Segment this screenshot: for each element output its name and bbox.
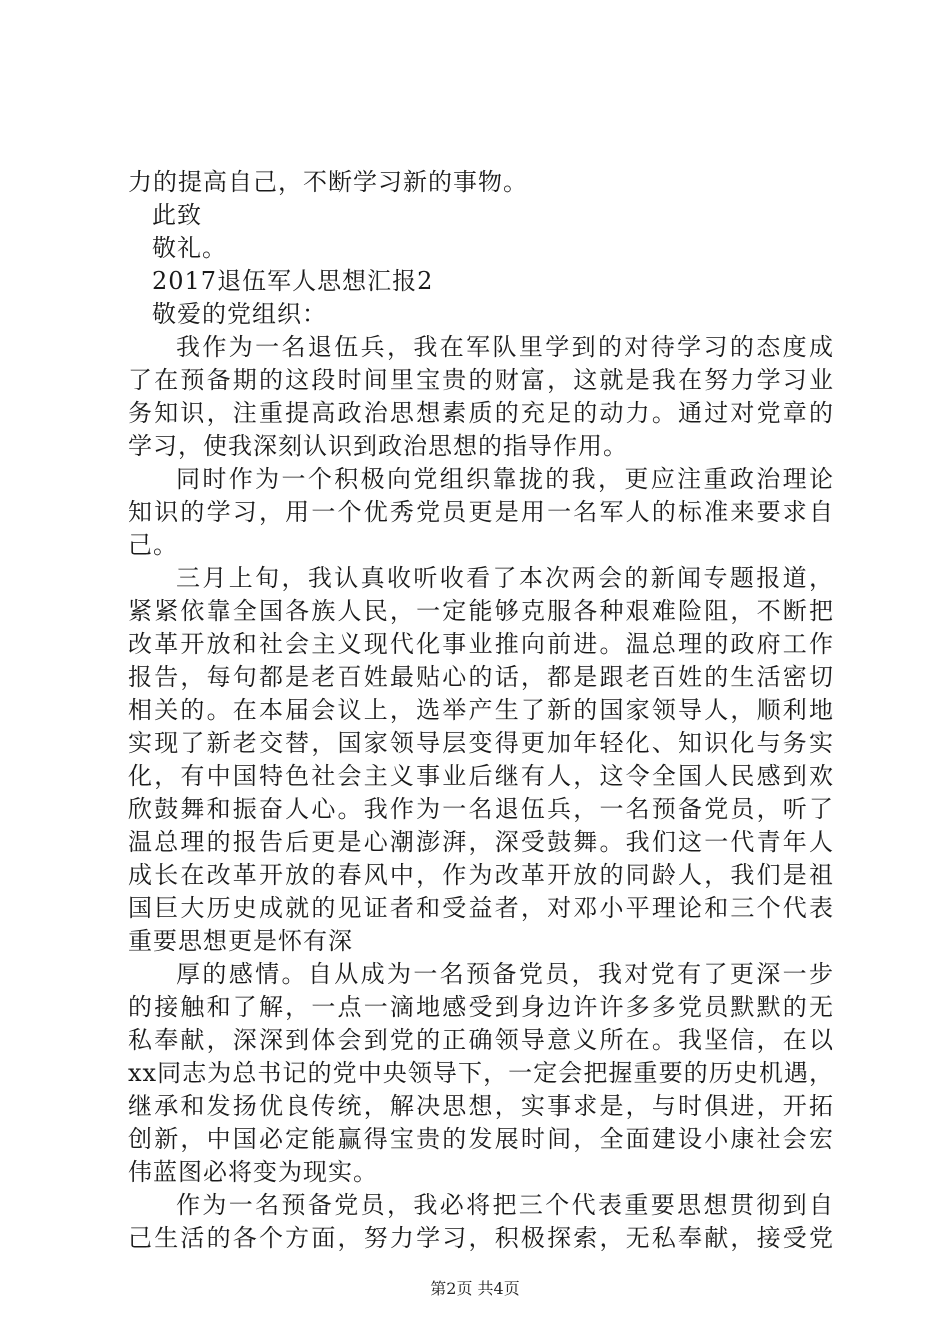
text-line: 重要思想更是怀有深 (128, 927, 353, 955)
text-line: 欣鼓舞和振奋人心。我作为一名退伍兵，一名预备党员，听了 (128, 795, 834, 823)
text-line: 成长在改革开放的春风中，作为改革开放的同龄人，我们是祖 (128, 861, 834, 889)
text-line: 作为一名预备党员，我必将把三个代表重要思想贯彻到自 (176, 1191, 834, 1219)
section-heading: 2017退伍军人思想汇报2 (152, 267, 434, 295)
text-line: 的接触和了解，一点一滴地感受到身边许许多多党员默默的无 (128, 993, 834, 1021)
text-line: 己生活的各个方面，努力学习，积极探索，无私奉献，接受党 (128, 1224, 834, 1252)
text-line: 伟蓝图必将变为现实。 (128, 1158, 378, 1186)
text-line: 了在预备期的这段时间里宝贵的财富，这就是我在努力学习业 (128, 366, 834, 394)
text-line: 国巨大历史成就的见证者和受益者，对邓小平理论和三个代表 (128, 894, 834, 922)
text-line: 私奉献，深深到体会到党的正确领导意义所在。我坚信，在以 (128, 1026, 834, 1054)
text-line: 敬礼。 (152, 234, 227, 262)
text-line: xx同志为总书记的党中央领导下，一定会把握重要的历史机遇， (128, 1059, 834, 1087)
text-line: 改革开放和社会主义现代化事业推向前进。温总理的政府工作 (128, 630, 834, 658)
text-line: 同时作为一个积极向党组织靠拢的我，更应注重政治理论 (176, 465, 834, 493)
text-line: 务知识，注重提高政治思想素质的充足的动力。通过对党章的 (128, 399, 834, 427)
text-line: 我作为一名退伍兵，我在军队里学到的对待学习的态度成 (176, 333, 834, 361)
text-line: 厚的感情。自从成为一名预备党员，我对党有了更深一步 (176, 960, 834, 988)
text-line: 力的提高自己，不断学习新的事物。 (128, 168, 528, 196)
text-line: 实现了新老交替，国家领导层变得更加年轻化、知识化与务实 (128, 729, 834, 757)
text-line: 创新，中国必定能赢得宝贵的发展时间，全面建设小康社会宏 (128, 1125, 834, 1153)
text-line: 己。 (128, 531, 178, 559)
text-line: 报告，每句都是老百姓最贴心的话，都是跟老百姓的生活密切 (128, 663, 834, 691)
salutation: 敬爱的党组织： (152, 300, 327, 328)
text-line: 知识的学习，用一个优秀党员更是用一名军人的标准来要求自 (128, 498, 834, 526)
text-line: 学习，使我深刻认识到政治思想的指导作用。 (128, 432, 628, 460)
document-body (128, 166, 834, 1255)
text-line: 紧紧依靠全国各族人民，一定能够克服各种艰难险阻，不断把 (128, 597, 834, 625)
text-line: 化，有中国特色社会主义事业后继有人，这令全国人民感到欢 (128, 762, 834, 790)
text-line: 此致 (152, 201, 202, 229)
text-line: 三月上旬，我认真收听收看了本次两会的新闻专题报道， (176, 564, 834, 592)
text-line: 继承和发扬优良传统，解决思想，实事求是，与时俱进，开拓 (128, 1092, 834, 1120)
text-line: 温总理的报告后更是心潮澎湃，深受鼓舞。我们这一代青年人 (128, 828, 834, 856)
page-number-footer: 第2页 共4页 (430, 1279, 520, 1298)
text-line: 相关的。在本届会议上，选举产生了新的国家领导人，顺利地 (128, 696, 834, 724)
